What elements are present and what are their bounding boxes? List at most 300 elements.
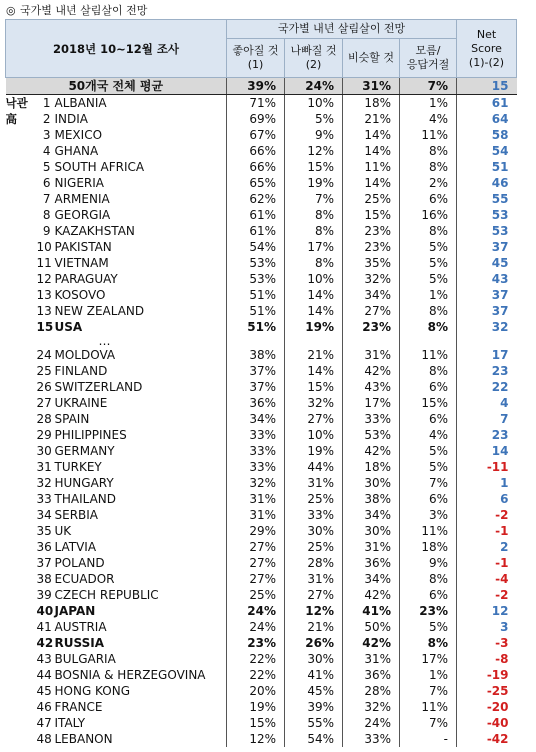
same-value: 28% (343, 683, 400, 699)
same-value: 14% (343, 143, 400, 159)
worse-value: 30% (285, 523, 343, 539)
net-score-value: -3 (457, 635, 517, 651)
country-cell (37, 507, 227, 523)
same-value: 23% (343, 223, 400, 239)
side-label-cell (6, 667, 37, 683)
dont-know-value: 4% (400, 111, 457, 127)
document-title (6, 3, 147, 19)
table-row (6, 159, 517, 175)
rank-number: 33 (36, 492, 52, 506)
survey-period-header: 2018년 10~12월 조사 (6, 20, 227, 78)
table-row (6, 507, 517, 523)
net-score-value: 6 (457, 491, 517, 507)
dont-know-value: 17% (400, 651, 457, 667)
table-row (6, 555, 517, 571)
country-name: ITALY (54, 716, 86, 730)
table-row (6, 363, 517, 379)
rank-number: 35 (36, 524, 52, 538)
dont-know-value: 6% (400, 491, 457, 507)
country-name: UK (54, 524, 72, 538)
net-score-value: 46 (457, 175, 517, 191)
net-score-value: -20 (457, 699, 517, 715)
worse-value: 15% (285, 159, 343, 175)
better-value: 37% (227, 363, 285, 379)
rank-number: 13 (36, 288, 52, 302)
table-row (6, 587, 517, 603)
rank-number: 12 (36, 272, 52, 286)
dont-know-value: 5% (400, 443, 457, 459)
dont-know-value: 16% (400, 207, 457, 223)
net-score-value: 55 (457, 191, 517, 207)
net-score-value: -2 (457, 507, 517, 523)
dont-know-value: 11% (400, 347, 457, 363)
dont-know-value: 8% (400, 143, 457, 159)
side-label-cell (6, 255, 37, 271)
country-cell (37, 459, 227, 475)
net-header-line1: Net (476, 27, 497, 41)
same-value: 32% (343, 271, 400, 287)
same-value: 31% (343, 539, 400, 555)
country-name: MEXICO (54, 128, 103, 142)
same-header: 비슷할 것 (343, 39, 400, 78)
dont-know-value: 3% (400, 507, 457, 523)
country-cell (37, 603, 227, 619)
table-row (6, 603, 517, 619)
dont-know-value: 7% (400, 715, 457, 731)
same-value: 14% (343, 127, 400, 143)
rank-number: 28 (36, 412, 52, 426)
same-value: 42% (343, 587, 400, 603)
dont-know-value: 7% (400, 475, 457, 491)
worse-value: 28% (285, 555, 343, 571)
side-label-cell (6, 127, 37, 143)
country-name: NIGERIA (54, 176, 104, 190)
country-cell (37, 159, 227, 175)
side-label-cell (6, 715, 37, 731)
rank-number: 29 (36, 428, 52, 442)
net-score-value: -1 (457, 523, 517, 539)
rank-number: 42 (36, 636, 54, 650)
net-score-value: 37 (457, 239, 517, 255)
dont-know-value: 5% (400, 239, 457, 255)
side-label-cell (6, 287, 37, 303)
worse-value: 7% (285, 191, 343, 207)
table-row (6, 699, 517, 715)
table-row (6, 175, 517, 191)
country-name: KAZAKHSTAN (54, 224, 135, 238)
net-score-value: 61 (457, 95, 517, 112)
rank-number: 11 (36, 256, 52, 270)
table-row (6, 271, 517, 287)
rank-number: 13 (36, 304, 52, 318)
worse-value: 14% (285, 303, 343, 319)
net-score-value: 4 (457, 395, 517, 411)
rank-number: 10 (36, 240, 52, 254)
worse-value: 10% (285, 427, 343, 443)
better-value: 51% (227, 287, 285, 303)
better-value: 54% (227, 239, 285, 255)
dont-know-header-line2: 응답거절 (406, 58, 450, 71)
dont-know-value: 15% (400, 395, 457, 411)
side-label-cell (6, 363, 37, 379)
net-score-value: 7 (457, 411, 517, 427)
net-score-header (457, 20, 517, 78)
same-value: 31% (343, 651, 400, 667)
better-value: 71% (227, 95, 285, 112)
rank-number: 27 (36, 396, 52, 410)
better-value: 24% (227, 619, 285, 635)
table-row (6, 651, 517, 667)
table-row (6, 539, 517, 555)
dont-know-value: 5% (400, 255, 457, 271)
dont-know-value: 8% (400, 159, 457, 175)
worse-value: 54% (285, 731, 343, 747)
net-score-value: 53 (457, 207, 517, 223)
dont-know-value: 5% (400, 619, 457, 635)
rank-number: 15 (36, 320, 54, 334)
side-label-cell (6, 159, 37, 175)
country-name: GERMANY (54, 444, 115, 458)
same-value: 50% (343, 619, 400, 635)
country-cell (37, 539, 227, 555)
rank-number: 6 (42, 176, 51, 190)
worse-value: 21% (285, 347, 343, 363)
side-label-cell (6, 587, 37, 603)
better-header-line1: 좋아질 것 (232, 44, 279, 57)
country-cell (37, 363, 227, 379)
same-value: 36% (343, 667, 400, 683)
country-cell (37, 683, 227, 699)
rank-number: 4 (42, 144, 51, 158)
side-label-cell (6, 191, 37, 207)
rank-number: 43 (36, 652, 52, 666)
average-row (6, 78, 517, 95)
same-value: 36% (343, 555, 400, 571)
worse-value: 32% (285, 395, 343, 411)
table-row (6, 347, 517, 363)
side-label-cell (6, 271, 37, 287)
worse-value: 8% (285, 255, 343, 271)
dont-know-value: 7% (400, 683, 457, 699)
country-cell (37, 143, 227, 159)
ellipsis-cell (457, 335, 517, 347)
dont-know-value: 1% (400, 287, 457, 303)
same-value: 18% (343, 459, 400, 475)
country-cell (37, 287, 227, 303)
side-label-cell (6, 303, 37, 319)
country-name: SPAIN (54, 412, 90, 426)
better-value: 36% (227, 395, 285, 411)
rank-number: 9 (42, 224, 51, 238)
net-score-value: 12 (457, 603, 517, 619)
worse-value: 31% (285, 475, 343, 491)
dont-know-value: 9% (400, 555, 457, 571)
rank-number: 26 (36, 380, 52, 394)
same-value: 23% (343, 239, 400, 255)
net-score-value: -4 (457, 571, 517, 587)
table-row (6, 715, 517, 731)
rank-number: 8 (42, 208, 51, 222)
ellipsis-cell (227, 335, 285, 347)
country-cell (37, 555, 227, 571)
side-label-cell (6, 523, 37, 539)
side-label-cell (6, 731, 37, 747)
rank-number: 24 (36, 348, 52, 362)
country-name: BULGARIA (54, 652, 116, 666)
better-value: 37% (227, 379, 285, 395)
ellipsis-row (6, 335, 517, 347)
country-cell (37, 303, 227, 319)
better-value: 25% (227, 587, 285, 603)
better-value: 29% (227, 523, 285, 539)
country-name: UKRAINE (54, 396, 108, 410)
better-header-line2: (1) (247, 58, 264, 71)
better-value: 61% (227, 207, 285, 223)
rank-number: 39 (36, 588, 52, 602)
side-label-cell (6, 491, 37, 507)
better-value: 22% (227, 667, 285, 683)
better-value: 24% (227, 603, 285, 619)
table-row (6, 239, 517, 255)
country-name: HUNGARY (54, 476, 114, 490)
average-net-score: 15 (457, 78, 517, 95)
table-row (6, 287, 517, 303)
ellipsis-text: … (98, 335, 111, 347)
country-cell (37, 95, 227, 112)
country-name: LATVIA (54, 540, 97, 554)
side-label-cell (6, 443, 37, 459)
dont-know-value: 6% (400, 379, 457, 395)
better-value: 34% (227, 411, 285, 427)
dont-know-value: 8% (400, 303, 457, 319)
country-name: PARAGUAY (54, 272, 118, 286)
worse-value: 25% (285, 491, 343, 507)
country-name: SOUTH AFRICA (54, 160, 145, 174)
dont-know-value: 11% (400, 523, 457, 539)
country-cell (37, 191, 227, 207)
rank-number: 30 (36, 444, 52, 458)
net-score-value: 64 (457, 111, 517, 127)
country-cell (37, 443, 227, 459)
country-name: MOLDOVA (54, 348, 116, 362)
dont-know-value: 6% (400, 587, 457, 603)
worse-header-line2: (2) (305, 58, 322, 71)
worse-value: 31% (285, 571, 343, 587)
better-value: 22% (227, 651, 285, 667)
dont-know-value: 8% (400, 635, 457, 651)
rank-number: 46 (36, 700, 52, 714)
country-name: THAILAND (54, 492, 116, 506)
country-name: RUSSIA (54, 636, 104, 650)
country-cell (37, 395, 227, 411)
rank-number: 37 (36, 556, 52, 570)
country-name: SWITZERLAND (54, 380, 143, 394)
country-cell (37, 255, 227, 271)
ellipsis-spacer (6, 335, 37, 347)
side-label-cell (6, 603, 37, 619)
worse-value: 12% (285, 143, 343, 159)
rank-number: 31 (36, 460, 52, 474)
better-value: 53% (227, 255, 285, 271)
better-value: 15% (227, 715, 285, 731)
title-text: 국가별 내년 살림살이 전망 (20, 4, 148, 17)
better-value: 27% (227, 555, 285, 571)
country-cell (37, 175, 227, 191)
country-cell (37, 239, 227, 255)
same-value: 34% (343, 571, 400, 587)
dont-know-value: 23% (400, 603, 457, 619)
rank-number: 44 (36, 668, 52, 682)
better-value: 31% (227, 491, 285, 507)
same-value: 30% (343, 523, 400, 539)
table-row (6, 255, 517, 271)
country-cell (37, 635, 227, 651)
same-value: 38% (343, 491, 400, 507)
country-cell (37, 271, 227, 287)
country-name: CZECH REPUBLIC (54, 588, 159, 602)
net-header-line2: Score (471, 41, 502, 55)
worse-value: 39% (285, 699, 343, 715)
country-name: ALBANIA (54, 96, 107, 110)
rank-number: 7 (42, 192, 51, 206)
net-score-value: 17 (457, 347, 517, 363)
same-value: 24% (343, 715, 400, 731)
country-cell (37, 619, 227, 635)
net-score-value: 58 (457, 127, 517, 143)
net-score-value: 54 (457, 143, 517, 159)
side-label-cell (6, 699, 37, 715)
better-header (227, 39, 285, 78)
table-row (6, 427, 517, 443)
same-value: 33% (343, 731, 400, 747)
side-label-cell (6, 683, 37, 699)
country-name: LEBANON (54, 732, 113, 746)
outlook-group-header: 국가별 내년 살림살이 전망 (227, 20, 457, 39)
country-cell (37, 475, 227, 491)
table-row (6, 443, 517, 459)
table-row (6, 223, 517, 239)
country-name: FRANCE (54, 700, 103, 714)
rank-number: 48 (36, 732, 52, 746)
average-better: 39% (227, 78, 285, 95)
country-name: GHANA (54, 144, 99, 158)
same-value: 34% (343, 287, 400, 303)
better-value: 53% (227, 271, 285, 287)
outlook-table (5, 19, 517, 747)
side-label-cell (6, 347, 37, 363)
side-label-cell (6, 207, 37, 223)
dont-know-value: 1% (400, 95, 457, 112)
rank-number: 45 (36, 684, 52, 698)
better-value: 69% (227, 111, 285, 127)
worse-value: 41% (285, 667, 343, 683)
better-value: 32% (227, 475, 285, 491)
side-label-cell (6, 175, 37, 191)
table-row (6, 635, 517, 651)
dont-know-value: 8% (400, 571, 457, 587)
better-value: 20% (227, 683, 285, 699)
same-value: 18% (343, 95, 400, 112)
net-score-value: -2 (457, 587, 517, 603)
worse-value: 25% (285, 539, 343, 555)
table-row (6, 667, 517, 683)
side-label-cell (6, 223, 37, 239)
ellipsis-cell (285, 335, 343, 347)
side-label-cell (6, 239, 37, 255)
same-value: 27% (343, 303, 400, 319)
country-name: JAPAN (54, 604, 96, 618)
average-worse: 24% (285, 78, 343, 95)
country-cell (37, 651, 227, 667)
better-value: 27% (227, 571, 285, 587)
worse-value: 27% (285, 587, 343, 603)
side-label-cell: 高 (5, 112, 17, 126)
table-body (6, 78, 517, 748)
net-score-value: 23 (457, 363, 517, 379)
dont-know-value: 6% (400, 191, 457, 207)
better-value: 66% (227, 143, 285, 159)
table-row (6, 395, 517, 411)
country-cell (37, 111, 227, 127)
net-score-value: 32 (457, 319, 517, 335)
side-label-cell (6, 459, 37, 475)
table-row (6, 95, 517, 112)
worse-value: 30% (285, 651, 343, 667)
better-value: 33% (227, 459, 285, 475)
better-value: 33% (227, 427, 285, 443)
dont-know-value: 5% (400, 271, 457, 287)
worse-value: 33% (285, 507, 343, 523)
country-cell (37, 411, 227, 427)
side-label-cell (6, 571, 37, 587)
worse-value: 19% (285, 443, 343, 459)
side-label-cell (6, 619, 37, 635)
average-label: 50개국 전체 평균 (6, 78, 227, 95)
net-score-value: 22 (457, 379, 517, 395)
net-score-value: 14 (457, 443, 517, 459)
worse-value: 10% (285, 95, 343, 112)
net-score-value: -25 (457, 683, 517, 699)
same-value: 53% (343, 427, 400, 443)
side-label-cell (6, 635, 37, 651)
country-name: PHILIPPINES (54, 428, 127, 442)
dont-know-value: 8% (400, 223, 457, 239)
country-name: INDIA (54, 112, 89, 126)
country-cell (37, 699, 227, 715)
country-cell (37, 223, 227, 239)
better-value: 51% (227, 319, 285, 335)
side-label-cell (6, 319, 37, 335)
country-cell (37, 715, 227, 731)
country-cell (37, 571, 227, 587)
table-row (6, 475, 517, 491)
country-name: KOSOVO (54, 288, 106, 302)
dont-know-value: 11% (400, 699, 457, 715)
worse-value: 26% (285, 635, 343, 651)
average-dont-know: 7% (400, 78, 457, 95)
same-value: 31% (343, 347, 400, 363)
ellipsis-cell (343, 335, 400, 347)
country-cell (37, 379, 227, 395)
title-bullet-icon: ◎ (6, 4, 16, 17)
worse-value: 21% (285, 619, 343, 635)
worse-header (285, 39, 343, 78)
dont-know-value: 4% (400, 427, 457, 443)
table-row (6, 459, 517, 475)
same-value: 42% (343, 443, 400, 459)
same-value: 30% (343, 475, 400, 491)
country-name: AUSTRIA (54, 620, 107, 634)
